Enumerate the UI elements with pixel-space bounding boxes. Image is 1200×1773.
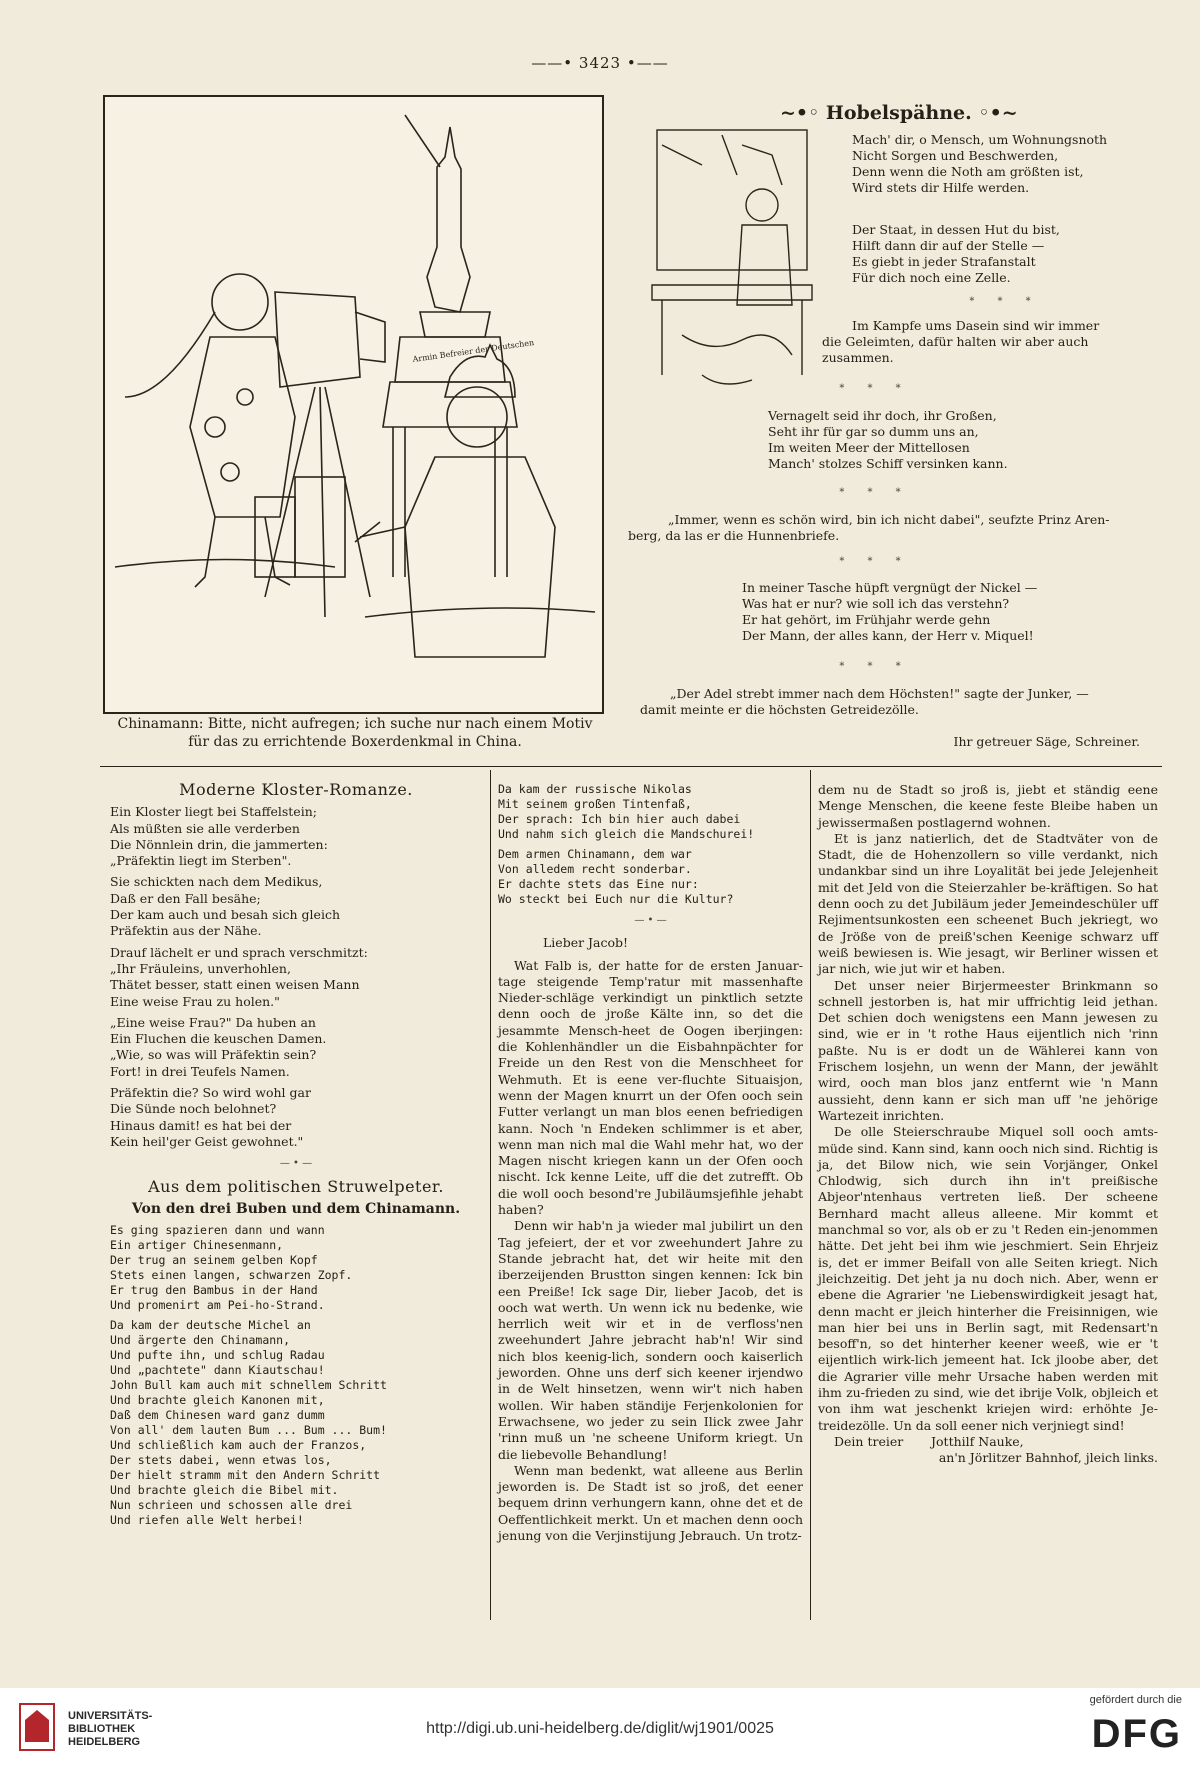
camera — [275, 292, 360, 387]
struwelpeter-stanza: Da kam der deutsche Michel an Und ärgerte den Chinamann, Und pufte ihn, und schlug Radau Und „pachtete" dann Kiautschau! John Bull kam auch mit schnellem Schritt Und brachte gleich Kanonen mit, Daß dem Chinesen ward ganz dumm Von all' dem lauten Bum ... Bum ... Bum! Und schließlich kam auch der Franzos, Der stets dabei, wenn etwas los, Der hielt stramm mit den Andern Schritt Und brachte gleich die Bibel mit. Nun schrieen und schossen alle drei Und riefen alle Welt herbei! — [110, 1318, 387, 1528]
cartoon-illustration — [103, 95, 604, 714]
letter-paragraph: Wat Falb is, der hatte for de ersten Januar-tage steigende Temp'ratur mit massenhafte Nieder-schläge verkindigt un pinktlich setzte denn ooch de jroße Kälte inn, so det die jesammte Mensch-heet de Oogen iberjingen: die Kohlenhändler un die Eisbahnpächter for Freide un den Rest von die Menschheet for Wehmuth. Et is eene ver-fluchte Situaisjon, wenn der Magen knurrt un der Ofen ooch sein Futter verlangt un man blos eenen befriedigen kann. Noch 'n Endeken schlimmer is et aber, wenn man nich mal die Wahl mehr hat, wo der Magen nischt kriegen kann un der Ofen ooch nischt. Ick kenne Leite, uff die det zutrefft. Ob die woll ooch besond're Jubiläumsjefihle jehabt haben? — [498, 957, 803, 1218]
university-name: UNIVERSITÄTS- BIBLIOTHEK HEIDELBERG — [68, 1710, 153, 1748]
queue-braid — [125, 312, 215, 397]
letter-address: an'n Jörlitzer Bahnhof, jleich links. — [938, 1450, 1158, 1466]
hobel-stanza-3: Vernagelt seid ihr doch, ihr Großen, Seht ihr für gar so dumm uns an, Im weiten Meer der Mittellosen Manch' stolzes Schiff versinken kann. — [768, 408, 1008, 471]
statue-figure — [427, 127, 470, 312]
carpenter-body — [737, 225, 792, 305]
romanze-stanza: Präfektin die? So wird wohl gar Die Sünde noch belohnet? Hinaus damit! es hat bei der Kein heil'ger Geist gewohnet." — [110, 1085, 311, 1149]
separator-asterisks: * * * — [839, 487, 911, 498]
section-separator: — • — — [634, 915, 667, 926]
hobelspaehne-title: ~•◦ Hobelspähne. ◦•~ — [780, 102, 1018, 124]
letter-closing: Dein treier Jotthilf Nauke, — [834, 1433, 1024, 1449]
section-separator: — • — — [279, 1158, 313, 1170]
letter-paragraph: Det unser neier Birjermeester Brinkmann so schnell jestorben is, hat mir uffrichtig leid jethan. Det schien doch wenigstens een Mann jewesen zu sind, wie er in 't rothe Haus eijentlich nich 'rinn paßte. Nu is er dodt un de Wählerei kann von Frischem losjehn, un wenn der Mann, der jewählt wird, ooch man blos janz entfernt wie 'n Mann aussieht, denn kann er sich man uff 'ne jehörige Wartezeit inrichten. — [818, 977, 1158, 1123]
page-number: 3423 — [578, 54, 622, 72]
struwelpeter-title: Aus dem politischen Struwelpeter. — [148, 1176, 444, 1196]
kloster-romanze-title: Moderne Kloster-Romanze. — [179, 780, 413, 799]
source-url[interactable]: http://digi.ub.uni-heidelberg.de/diglit/wj1901/0025 — [426, 1720, 774, 1737]
horizontal-divider — [100, 766, 1162, 767]
digitization-footer — [0, 1688, 1200, 1773]
separator-asterisks: * * * — [839, 556, 911, 567]
statue-inscription: Armin Befreier der Deutschen — [412, 338, 535, 364]
soldier-body — [405, 457, 555, 657]
soldier-head — [447, 387, 507, 447]
separator-asterisks: * * * — [969, 296, 1041, 307]
hobel-stanza-4: In meiner Tasche hüpft vergnügt der Nickel — Was hat er nur? wie soll ich das verstehn? Er hat gehört, im Frühjahr werde gehn Der Mann, der alles kann, der Herr v. Miquel! — [742, 580, 1038, 643]
romanze-stanza: Drauf lächelt er und sprach verschmitzt: „Ihr Fräuleins, unverhohlen, Thätet besser, statt einen weisen Mann Eine weise Frau zu holen." — [110, 944, 368, 1009]
caption-line-1: Chinamann: Bitte, nicht aufregen; ich suche nur nach einem Motiv — [117, 716, 593, 732]
letter-paragraph: Et is janz natierlich, det de Stadtväter von de Stadt, die de Hohenzollern so ville verdankt, nich undankbar sind un ihre Loyalität bei jede Jelejenheit mit det Jeld von die Steierzahler be-kräftigen. So hat denn ooch zu det Jubiläum jeder Jemeindeschüler uff Rejimentsunkosten een scheenet Buch jekriegt, wo de Jröße von de preiß'schen Keenige schwarz uff weiß bewiesen is. Wie jesagt, wir Berliner wissen et jar nich, wie jut wir et haben. — [818, 830, 1158, 977]
hobel-prose-2: „Immer, wenn es schön wird, bin ich nicht dabei", seufzte Prinz Aren- berg, da las er die Hunnenbriefe. — [628, 512, 1110, 543]
romanze-stanza: Sie schickten nach dem Medikus, Daß er den Fall besähe; Der kam auch und besah sich gleich Präfektin aus der Nähe. — [110, 874, 340, 939]
cartoon-caption — [95, 715, 615, 751]
separator-asterisks: * * * — [839, 661, 911, 672]
hobel-stanza-2: Der Staat, in dessen Hut du bist, Hilft dann dir auf der Stelle — Es giebt in jeder Strafanstalt Für dich noch eine Zelle. — [852, 222, 1060, 285]
separator-asterisks: * * * — [839, 383, 911, 394]
column-3 — [818, 782, 1158, 1466]
carpenter-drawing — [642, 125, 820, 405]
column-divider — [810, 770, 811, 1620]
page-number-line: ——• 3423 •—— — [531, 54, 669, 72]
column-1 — [110, 782, 482, 1533]
carpenter-illustration — [642, 125, 820, 405]
hobel-stanza-1: Mach' dir, o Mensch, um Wohnungsnoth Nicht Sorgen und Beschwerden, Denn wenn die Noth am größten ist, Wird stets dir Hilfe werden. — [852, 132, 1108, 195]
dfg-logo: DFG — [1091, 1712, 1182, 1756]
romanze-stanza: „Eine weise Frau?" Da huben an Ein Fluchen die keuschen Damen. „Wie, so was will Präfektin sein? Fort! in drei Teufels Namen. — [110, 1014, 327, 1079]
workbench — [652, 285, 812, 300]
funding-text: gefördert durch die — [1089, 1694, 1182, 1706]
struwelpeter-subtitle: Von den drei Buben und dem Chinamann. — [131, 1200, 461, 1217]
column-divider — [490, 770, 491, 1620]
cartoon-drawing — [105, 97, 602, 712]
letter-paragraph: De olle Steierschraube Miquel soll ooch amts-müde sind. Kann sind, kann ooch nich sind. Richtig is ja, det Bilow nich, wie sein Vorjänger, Onkel Chlodwig, sich durch ihn in't preißische Abjeor'ntenhaus vertreten ließ. Der scheene Bernhard macht alleus alleene. Mir kommt et manchmal so vor, als ob er zu 't Reden ein-jenommen hätte. Det jeht bei ihm wie jeschmiert. Sein Ehrjeiz is, det er immer Beifall von alle Seiten kriegt. Nich jleichzeitig. Det jeht ja nu doch nich. Aber, wenn er ebene die Agrarier 'ne Liebenswirdigkeit jesagt hat, denn macht er jleich hinterher die Freisinnigen, wie man hier bei uns in Berlin sagt, mit Redensart'n besoff'n, so det hinterher keener weeß, wie er 't eijentlich wirk-lich jemeent hat. Ick jloobe aber, det die Agrarier ville mehr Ursache haben werden mit ihm zu-frieden zu sind, wie det ibrije Volk, objleich et von ihm wat jeschenkt kriejen wird: erhöhte Je-treidezölle. Un da soll eener nich verjniegt sind! — [818, 1124, 1158, 1433]
hobel-prose-3: „Der Adel strebt immer nach dem Höchsten!" sagte der Junker, — damit meinte er die höchsten Getreidezölle. — [640, 686, 1089, 717]
letter-paragraph: Wenn man bedenkt, wat alleene aus Berlin jeworden is. De Stadt ist so jroß, det eener bequem drinn verhungern kann, ohne det et de Oeffentlichkeit merkt. Un et machen denn ooch jenung von die Verjinstijung Jebrauch. Un trotz- — [498, 1462, 803, 1543]
letter-salutation: Lieber Jacob! — [543, 935, 629, 951]
romanze-stanza: Ein Kloster liegt bei Staffelstein; Als müßten sie alle verderben Die Nönnlein drin, die jammerten: „Präfektin liegt im Sterben". — [110, 804, 328, 869]
hobel-signature: Ihr getreuer Säge, Schreiner. — [953, 734, 1140, 749]
caption-line-2: für das zu errichtende Boxerdenkmal in China. — [188, 734, 522, 750]
chinese-man-head — [212, 274, 268, 330]
struwelpeter-stanza: Es ging spazieren dann und wann Ein artiger Chinesenmann, Der trug an seinem gelben Kopf Stets einen langen, schwarzen Zopf. Er trug den Bambus in der Hand Und promenirt am Pei-ho-Strand. — [110, 1223, 353, 1313]
letter-paragraph: Denn wir hab'n ja wieder mal jubilirt un den Tag jefeiert, der et vor zweehundert Jahre zu Stande jebracht hat, det wir heite mit den iberzeijenden Brustton singen kennen: Ick bin een Preiße! Ick sage Dir, lieber Jacob, det is ooch wat werth. Un wenn ick nu bedenke, wie herrlich weit wir et in de verfloss'nen zweehundert Jahre jebracht hab'n! Wir sind nich blos keenig-lich, sondern ooch kaiserlich jeworden. Ohne uns derf sich keener irjendwo in de Welt hinsetzen, wenn wir't nich haben wollen. Wir haben ständije Ferjenkolonien for Erwachsene, wo jeder zu sein Ilick zwee Jahr 'rinn muß un 'ne scheene Uniform kriegt. Un die liebevolle Behandlung! — [498, 1218, 803, 1462]
struwelpeter-stanza: Da kam der russische Nikolas Mit seinem großen Tintenfaß, Der sprach: Ich bin hier auch dabei Und nahm sich gleich die Mandschurei! — [498, 782, 755, 841]
column-2 — [498, 782, 803, 1544]
struwelpeter-stanza: Dem armen Chinamann, dem war Von alledem recht sonderbar. Er dachte stets das Eine nur: Wo steckt bei Euch nur die Kultur? — [498, 847, 734, 906]
hobel-prose-1: Im Kampfe ums Dasein sind wir immer die Geleimten, dafür halten wir aber auch zusammen. — [822, 318, 1100, 365]
carpenter-head — [746, 189, 778, 221]
letter-paragraph: dem nu de Stadt so jroß is, jiebt et ständig eene Menge Menschen, die keene feste Bleibe haben un jewissermaßen postlagernd wohnen. — [818, 782, 1158, 830]
